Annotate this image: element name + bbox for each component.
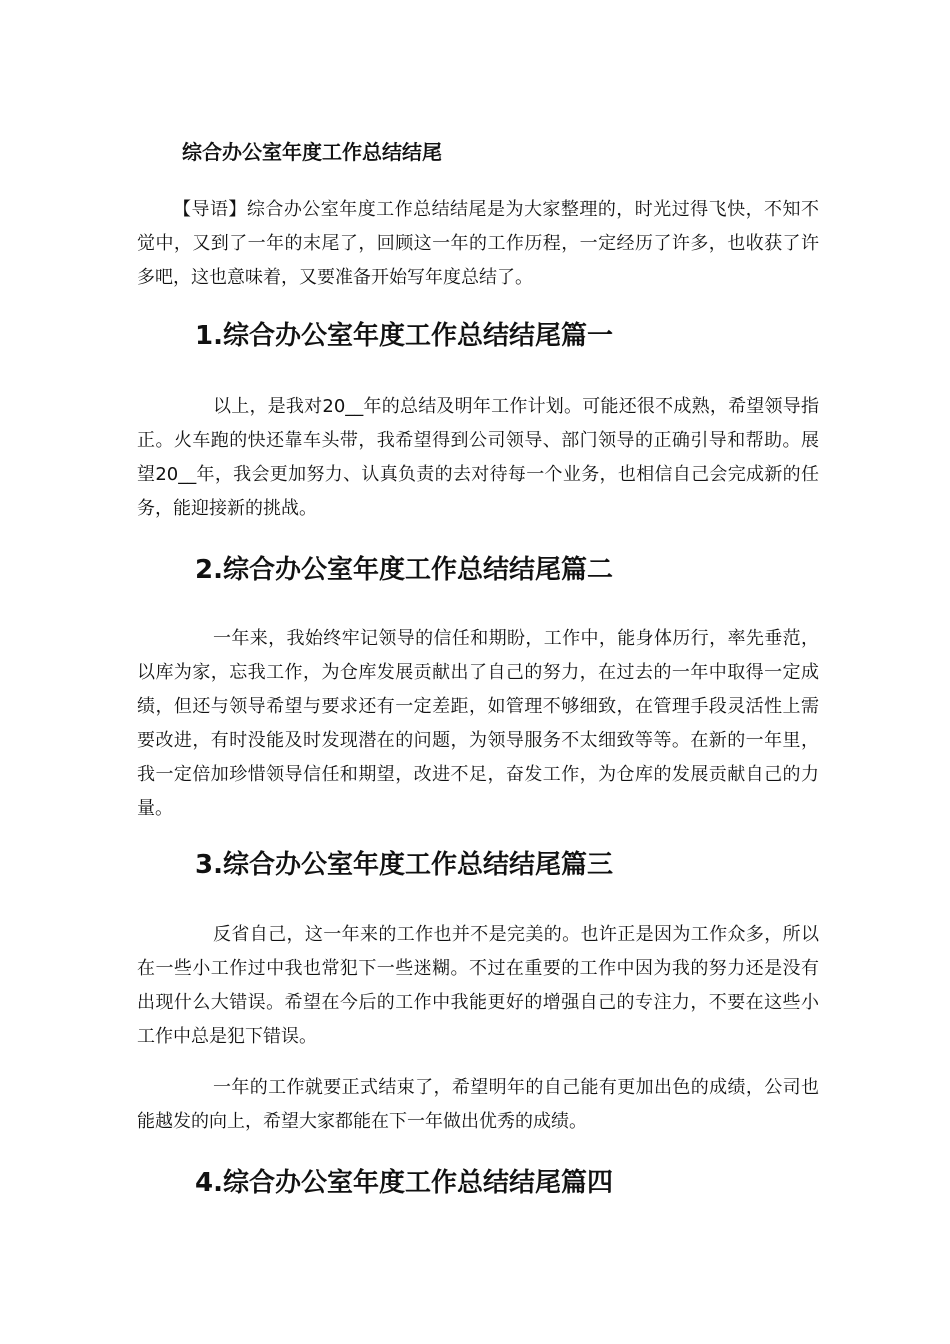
section-heading-3: 3.综合办公室年度工作总结结尾篇三 <box>195 850 613 880</box>
section-heading-2: 2.综合办公室年度工作总结结尾篇二 <box>195 555 613 585</box>
section-2-paragraph-1: 一年来，我始终牢记领导的信任和期盼，工作中，能身体历行，率先垂范，以库为家，忘我工作，为仓库发展贡献出了自己的努力，在过去的一年中取得一定成绩，但还与领导希望与要求还有一定差距，如管理不够细致，在管理手段灵活性上需要改进，有时没能及时发现潜在的问题，为领导服务不太细致等等。在新的一年里，我一定倍加珍惜领导信任和期望，改进不足，奋发工作，为仓库的发展贡献自己的力量。 <box>137 628 819 819</box>
section-1-paragraph-1: 以上，是我对20__年的总结及明年工作计划。可能还很不成熟，希望领导指正。火车跑的快还靠车头带，我希望得到公司领导、部门领导的正确引导和帮助。展望20__年，我会更加努力、认真负责的去对待每一个业务，也相信自己会完成新的任务，能迎接新的挑战。 <box>137 396 819 519</box>
section-heading-1: 1.综合办公室年度工作总结结尾篇一 <box>195 321 613 351</box>
section-3-paragraph-2: 一年的工作就要正式结束了，希望明年的自己能有更加出色的成绩，公司也能越发的向上，希望大家都能在下一年做出优秀的成绩。 <box>137 1077 819 1132</box>
intro-paragraph: 【导语】综合办公室年度工作总结结尾是为大家整理的，时光过得飞快，不知不觉中，又到了一年的末尾了，回顾这一年的工作历程，一定经历了许多，也收获了许多吧，这也意味着，又要准备开始写年度总结了。 <box>137 199 819 288</box>
section-3-paragraph-1: 反省自己，这一年来的工作也并不是完美的。也许正是因为工作众多，所以在一些小工作过中我也常犯下一些迷糊。不过在重要的工作中因为我的努力还是没有出现什么大错误。希望在今后的工作中我能更好的增强自己的专注力，不要在这些小工作中总是犯下错误。 <box>137 924 819 1047</box>
document-title: 综合办公室年度工作总结结尾 <box>182 140 442 164</box>
section-heading-4: 4.综合办公室年度工作总结结尾篇四 <box>195 1168 613 1198</box>
